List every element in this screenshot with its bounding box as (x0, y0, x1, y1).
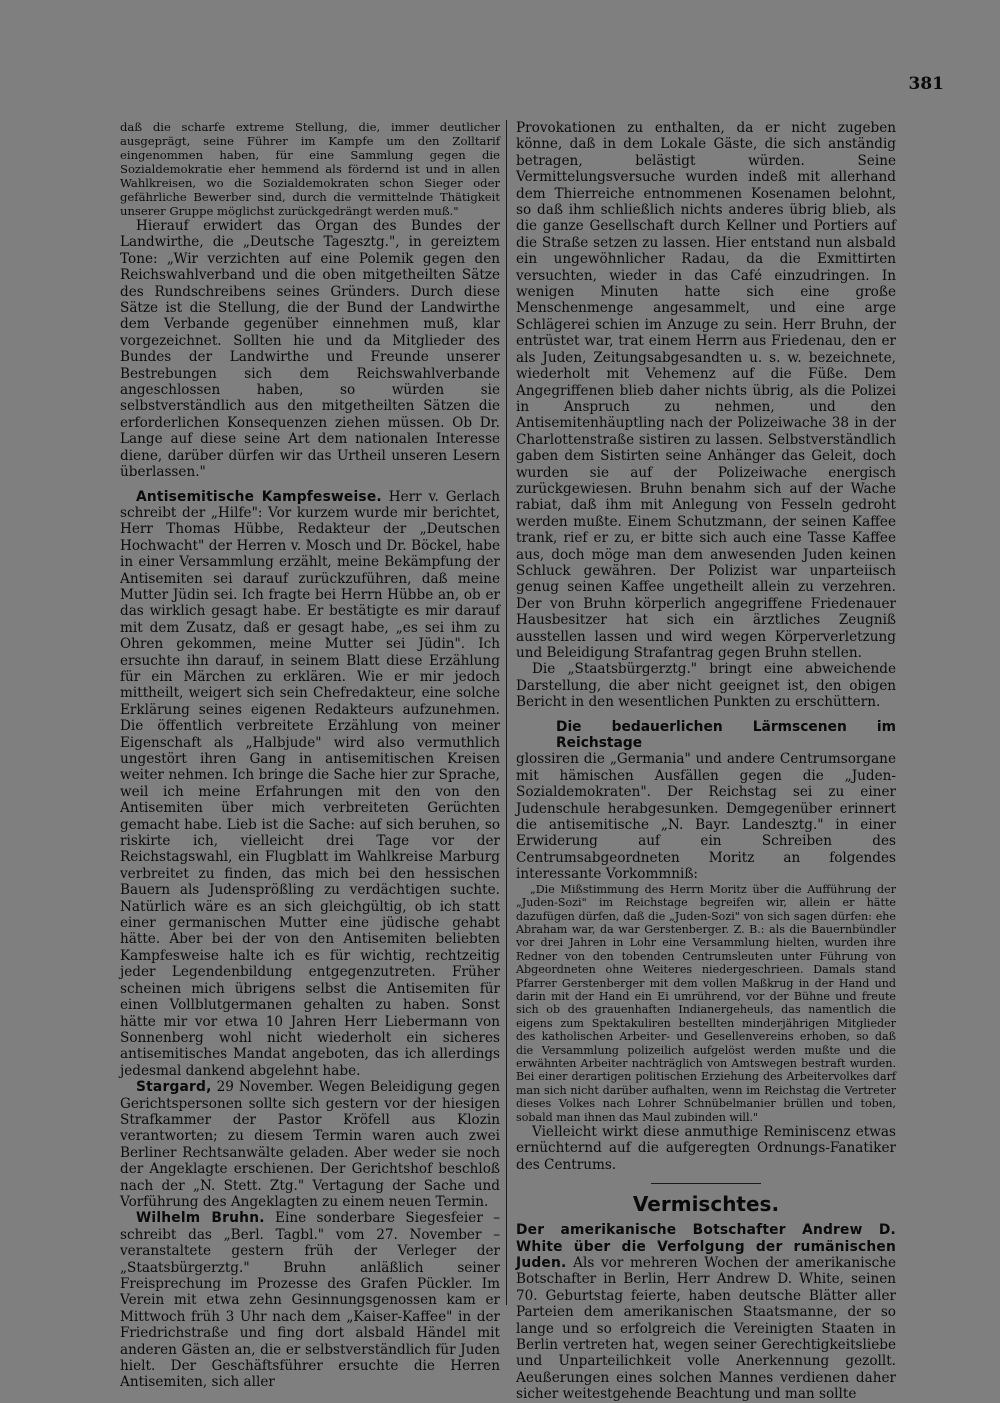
article-text: Die „Staatsbürgerztg." bringt eine abweichende Darstellung, die aber nicht geeignet ist, den obigen Bericht in den wesentlichen Punkten zu erschüttern. (516, 661, 896, 711)
article-text: Als vor mehreren Wochen der amerikanische Botschafter in Berlin, Herr Andrew D. White, seinen 70. Geburtstag feierte, haben deutsche Blätter aller Parteien dem amerikanischen Staatsmanne, der so lange und so erfolgreich die Vereinigten Staaten in Berlin vertreten hat, wegen seiner Gerechtigkeitsliebe und Unparteilichkeit volle Anerkennung gezollt. Aeußerungen eines solchen Mannes verdienen daher sicher weitestgehende Beachtung und man sollte (516, 1255, 896, 1403)
article-headline: Die bedauerlichen Lärmscenen im Reichstage (556, 718, 896, 752)
article-wilhelm-bruhn (120, 1210, 500, 1390)
article-text: Provokationen zu enthalten, da er nicht zugeben könne, daß in dem Lokale Gäste, die sich anständig betragen, belästigt würden. Seine Vermittelungsversuche wurden indeß mit allerhand dem Thierreiche entnommenen Kosenamen belohnt, so daß ihm schließlich nichts anderes übrig blieb, als die ganze Gesellschaft durch Kellner und Portiers auf die Straße setzen zu lassen. Hier entstand nun alsbald ein ungewöhnlicher Radau, da die Exmittirten versuchten, wieder in das Café einzudringen. In wenigen Minuten hatte sich eine große Menschenmenge angesammelt, und eine arge Schlägerei schien im Anzuge zu sein. Herr Bruhn, der entrüstet war, trat einem Herrn aus Friedenau, den er als Juden, Zeitungsabgesandten u. s. w. bezeichnete, wiederholt mit Vehemenz auf die Füße. Dem Angegriffenen blieb daher nichts übrig, als die Polizei in Anspruch zu nehmen, und den Antisemitenhäuptling nach der Polizeiwache 38 in der Charlottenstraße sistiren zu lassen. Selbstverständlich gaben dem Sistirten seine Anhänger das Geleit, doch wurden sie auf der Polizeiwache energisch zurückgewiesen. Bruhn benahm sich auf der Wache rabiat, daß ihm mit Anlegung von Fesseln gedroht werden mußte. Einem Schutzmann, der seinen Kaffee trank, rief er zu, er bitte sich auch eine Tasse Kaffee aus, doch möge man dem anwesenden Juden keinen Schluck gewähren. Der Polizist war unparteiisch genug seinen Kaffee ungetheilt allein zu verzehren. Der von Bruhn körperlich angegriffene Friedenauer Hausbesitzer hat sich ein ärztliches Zeugniß ausstellen lassen und wird wegen Körperverletzung und Beleidigung Strafantrag gegen Bruhn stellen. (516, 120, 896, 661)
section-divider (651, 1183, 761, 1184)
article-white (516, 1222, 896, 1402)
article-antisemitische-kampfesweise (120, 489, 500, 1080)
article-headline: Antisemitische Kampfesweise. (136, 488, 382, 505)
article-headline: Stargard, (136, 1079, 212, 1096)
article-text: Vielleicht wirkt diese anmuthige Reminiscenz etwas ernüchternd auf die aufgeregten Ordnungs-Fanatiker des Centrums. (516, 1124, 896, 1173)
section-heading: Vermischtes. (632, 1192, 780, 1217)
article-text: daß die scharfe extreme Stellung, die, immer deutlicher ausgeprägt, seine Führer im Kampfe um den Zolltarif eingenommen haben, für eine Sammlung gegen die Sozialdemokratie eher hemmend als fördernd ist und in allen Wahlkreisen, wo die Sozialdemokraten schon Sieger oder gefährliche Bewerber sind, durch die vermittelnde Thätigkeit unserer Gruppe möglichst zurückgedrängt werden muß." (120, 120, 500, 218)
article-headline: Wilhelm Bruhn. (136, 1210, 265, 1227)
right-column (516, 120, 896, 1403)
article-text: Herr v. Gerlach schreibt der „Hilfe": Vor kurzem wurde mir berichtet, Herr Thomas Hübbe, Redakteur der „Deutschen Hochwacht" der Herren v. Mosch und Dr. Böckel, habe in einer Versammlung erzählt, meine Bekämpfung der Antisemiten sei darauf zurückzuführen, daß meine Mutter Jüdin sei. Ich fragte bei Herrn Hübbe an, ob er das wirklich gesagt habe. Er bestätigte es mir darauf mit dem Zusatz, daß er gesagt habe, „es sei ihm zu Ohren gekommen, meine Mutter sei Jüdin". Ich ersuchte ihn darauf, in seinem Blatt diese Erzählung für ein Märchen zu erklären. Wie er mir jedoch mittheilt, weigert sich sein Chefredakteur, eine solche Erklärung seines eigenen Redakteurs aufzunehmen. Die öffentlich verbreitete Erzählung von meiner Eigenschaft als „Halbjude" wird also vermuthlich ungestört ihren Gang in antisemitischen Kreisen weiter nehmen. Ich bringe die Sache hier zur Sprache, weil ich meine Erfahrungen mit den von den Antisemiten über mich verbreiteten Gerüchten gemacht habe. Lieb ist die Sache: auf sich beruhen, so riskirte ich, vielleicht drei Tage vor der Reichstagswahl, ein Flugblatt im Wahlkreise Marburg verbreitet zu finden, das mich bei den hessischen Bauern als Judensprößling zu verdächtigen suchte. Natürlich wäre es an sich gleichgültig, ob ich statt einer germanischen Mutter eine jüdische gehabt hätte. Aber bei der von den Antisemiten beliebten Kampfesweise halte ich es für wichtig, rechtzeitig jeder Legendenbildung entgegenzutreten. Früher scheinen mich übrigens selbst die Antisemiten für einen Vollblutgermanen gehalten zu haben. Sonst hätte mir vor etwa 10 Jahren Herr Liebermann von Sonnenberg wohl nicht wiederholt ein sicheres antisemitisches Mandat angeboten, das ich allerdings jedesmal dankend abgelehnt habe. (120, 488, 500, 1079)
article-stargard (120, 1079, 500, 1210)
page-number: 381 (908, 74, 944, 94)
article-quote: „Die Mißstimmung des Herrn Moritz über die Aufführung der „Juden-Sozi" im Reichstage begreifen wir, allein er hätte dazufügen dürfen, daß die „Juden-Sozi" von sich sagen dürfen: ehe Abraham war, da war Gerstenberger. Z. B.: als die Bauernbündler vor drei Jahren in Lohr eine Versammlung hielten, wurden ihre Redner von den tobenden Centrumsleuten unter Führung von Abgeordneten ohne Weiteres niedergeschrieen. Damals stand Pfarrer Gerstenberger mit dem vollen Maßkrug in der Hand und darin mit der Hand ein Ei umrührend, vor der Bühne und freute sich ob des grauenhaften Indianergeheuls, das namentlich die eigens zum Spektakuliren bestellten minderjährigen Mitglieder des katholischen Arbeiter- und Gesellenvereins erhoben, so daß die Versammlung polizeilich aufgelöst werden mußte und die erwähnten Arbeiter nachträglich von Amtswegen bestraft wurden. Bei einer derartigen politischen Erziehung des Arbeitervolkes darf man sich nicht darüber aufhalten, wenn im Reichstag die Vertreter dieses Volkes nach Lohrer Schnübelmanier brüllen und toben, sobald man ihnen das Maul zubinden will." (516, 882, 896, 1124)
article-headline: Der amerikanische Botschafter Andrew D. White über die Verfolgung der rumänischen Juden. (516, 1222, 896, 1272)
left-column (120, 120, 500, 1391)
column-divider (506, 120, 507, 1305)
article-text: Eine sonderbare Siegesfeier – schreibt das „Berl. Tagbl." vom 27. November – veranstaltete gestern früh der Verleger der „Staatsbürgerztg." Bruhn anläßlich seiner Freisprechung im Prozesse des Grafen Pückler. Im Verein mit etwa zehn Gesinnungsgenossen kam er Mittwoch früh 3 Uhr nach dem „Kaiser-Kaffee" in der Friedrichstraße und fing dort alsbald Händel mit anderen Gästen an, die er selbstverständlich für Juden hielt. Der Geschäftsführer ersuchte die Herren Antisemiten, sich aller (120, 1210, 501, 1391)
article-text: Hierauf erwidert das Organ des Bundes der Landwirthe, die „Deutsche Tagesztg.", in gereiztem Tone: „Wir verzichten auf eine Polemik gegen den Reichswahlverband und die oben mitgetheilten Sätze des Rundschreibens seines Gründers. Durch diese Sätze ist die Stellung, die der Bund der Landwirthe dem Verbande gegenüber einnehmen muß, klar vorgezeichnet. Sollten hie und da Mitglieder des Bundes der Landwirthe und Freunde unserer Bestrebungen sich dem Reichswahlverbande angeschlossen haben, so würden sie selbstverständlich aus den mitgetheilten Sätzen die erforderlichen Konsequenzen ziehen müssen. Ob Dr. Lange auf diese seine Art dem nationalen Interesse diene, darüber dürfen wir das Urtheil unseren Lesern überlassen." (120, 218, 500, 481)
article-text: 29 November. Wegen Beleidigung gegen Gerichtspersonen sollte sich gestern vor der hiesigen Strafkammer der Pastor Kröfell aus Klozin verantworten; zu diesem Termin waren auch zwei Berliner Rechtsanwälte geladen. Aber weder sie noch der Angeklagte erschienen. Der Gerichtshof beschloß nach der „N. Stett. Ztg." Vertagung der Sache und Vorführung des Angeklagten zu einem neuen Termin. (120, 1079, 500, 1210)
article-text: glossiren die „Germania" und andere Centrumsorgane mit hämischen Ausfällen gegen die „Juden-Sozialdemokraten". Der Reichstag sei zu einer Judenschule herabgesunken. Demgegenüber erinnert die antisemitische „N. Bayr. Landesztg." in einer Erwiderung auf ein Schreiben des Centrumsabgeordneten Moritz an folgendes interessante Vorkommniß: (516, 751, 896, 883)
